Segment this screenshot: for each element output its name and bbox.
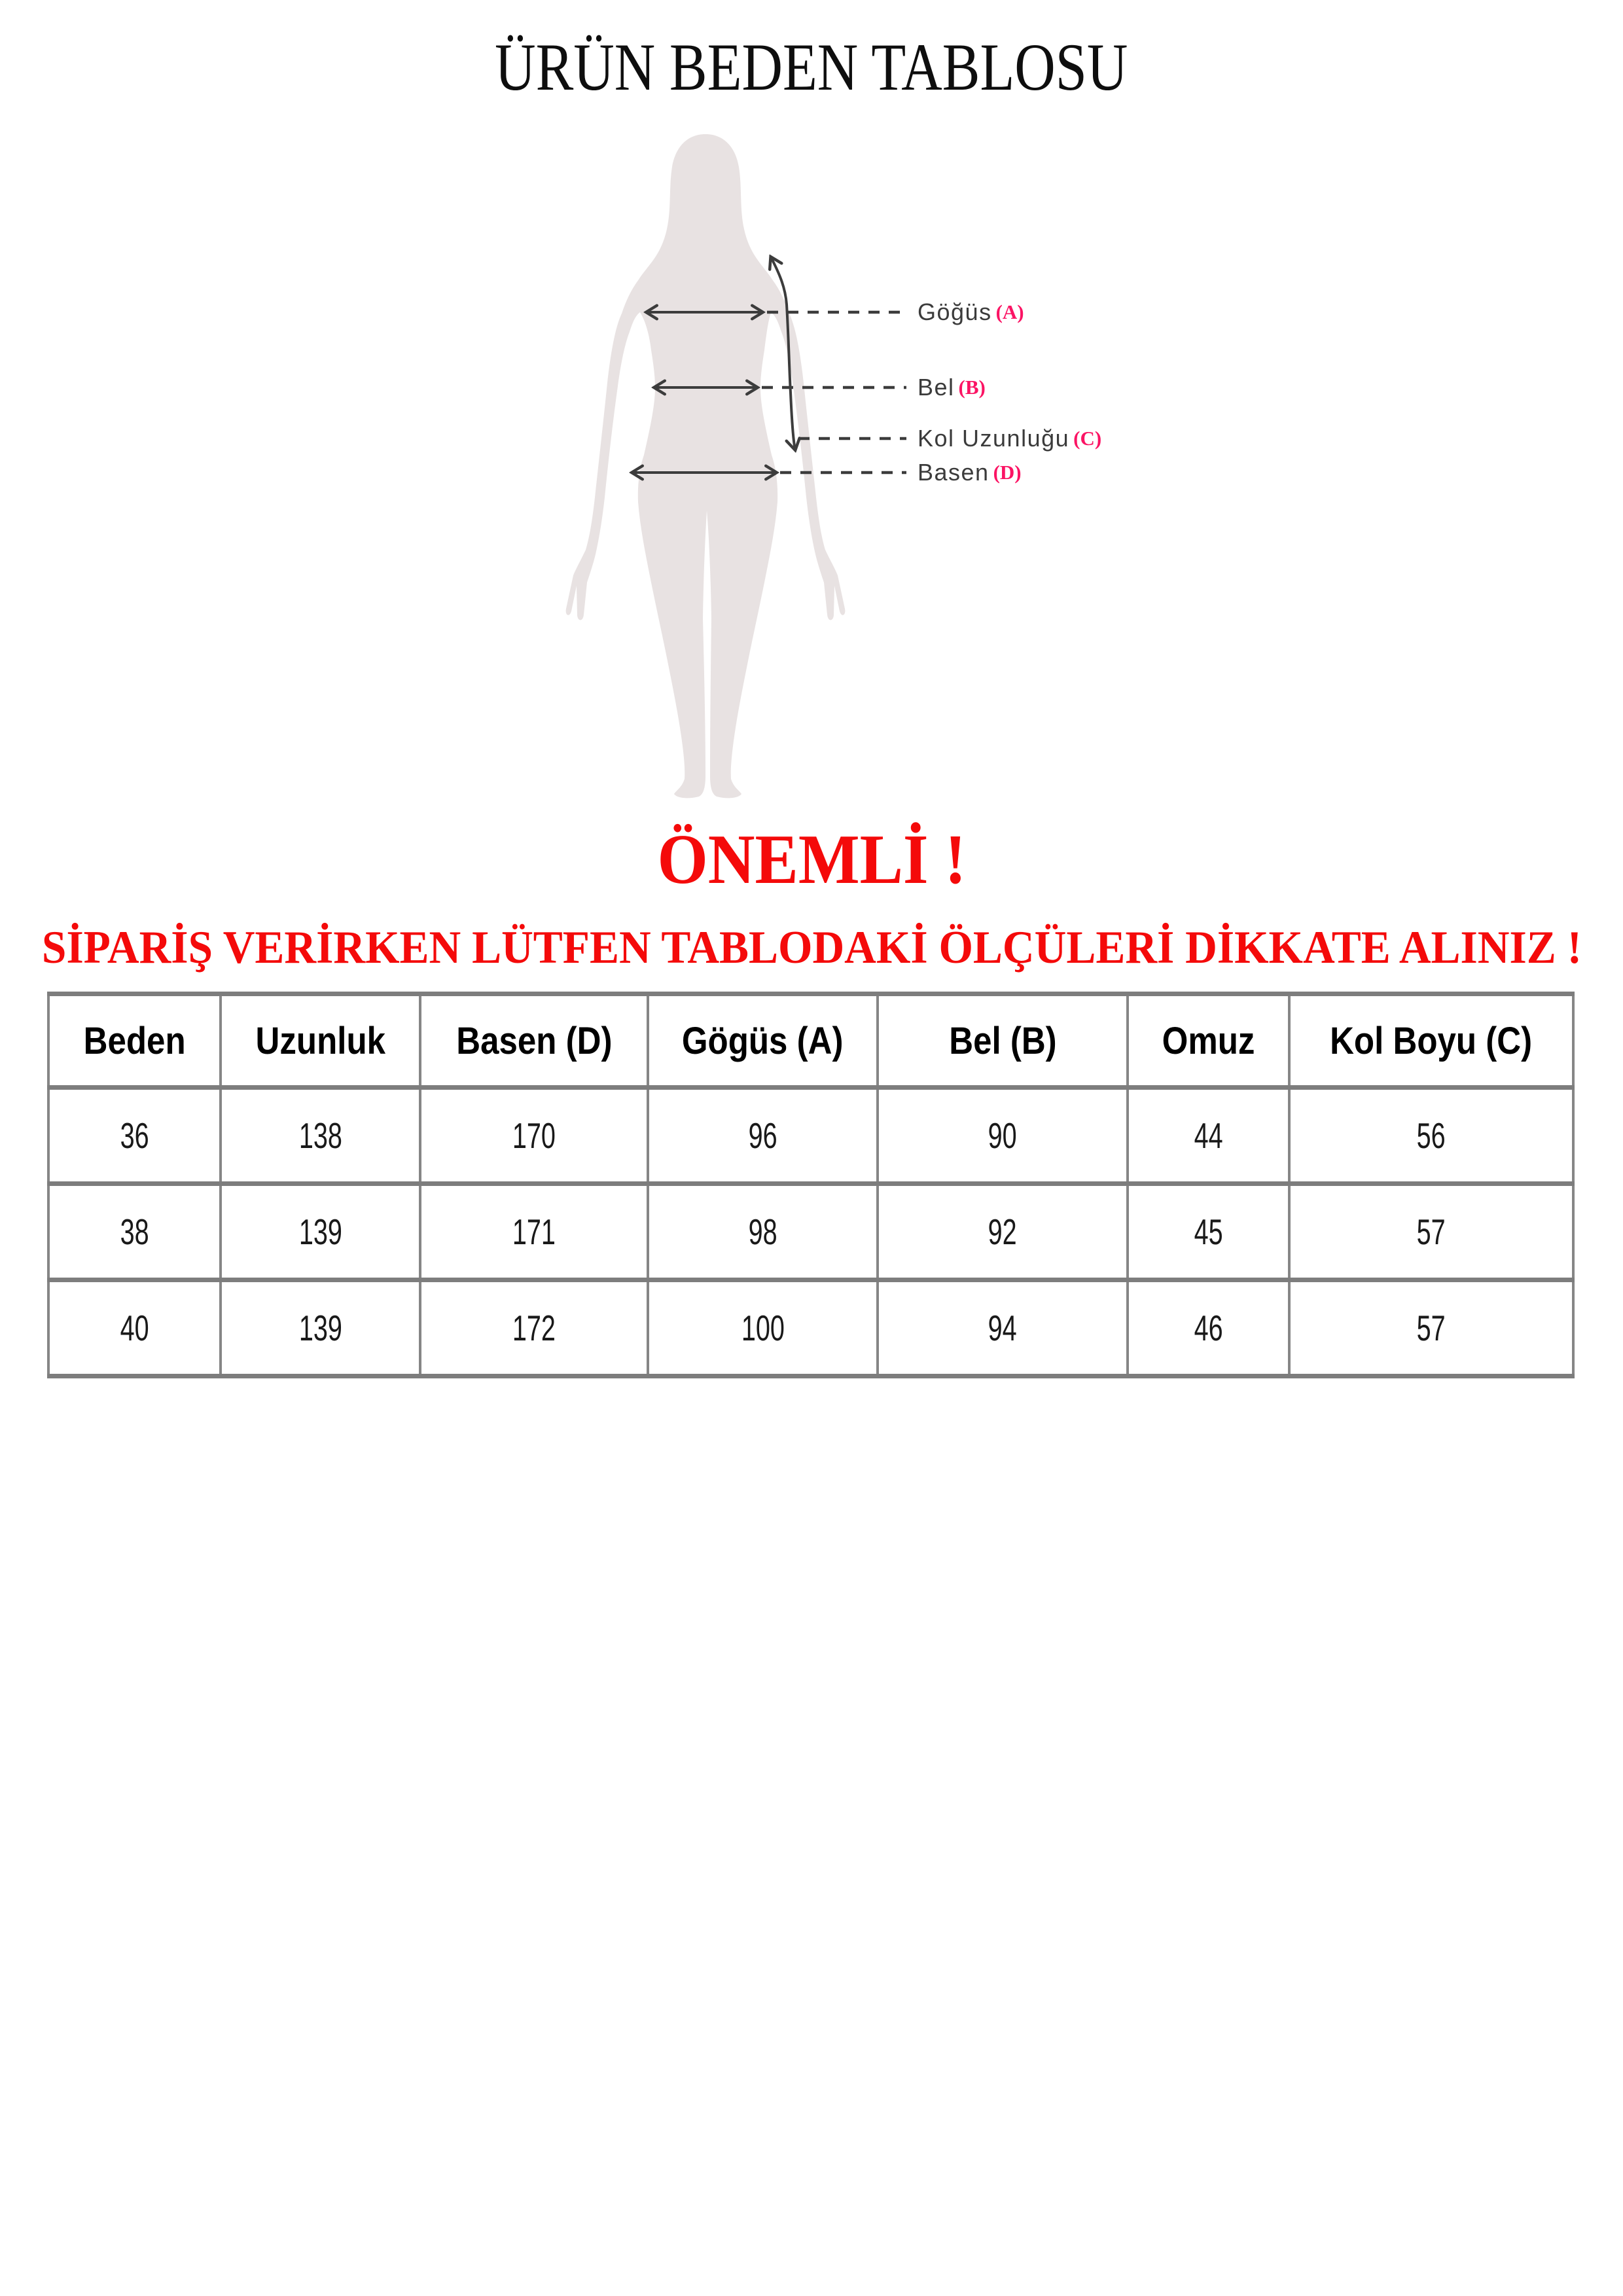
size-row-38	[48, 1184, 1573, 1280]
label-arm-length	[918, 425, 1101, 452]
col-header-kol-boyu: Kol Boyu (C)	[1289, 994, 1573, 1088]
size-cell: 139	[221, 1280, 420, 1376]
size-cell: 44	[1128, 1088, 1289, 1184]
important-subheading-text: SİPARİŞ VERİRKEN LÜTFEN TABLODAKİ ÖLÇÜLERİ DİKKATE ALINIZ !	[41, 922, 1582, 973]
size-cell: 57	[1289, 1184, 1573, 1280]
size-cell: 139	[221, 1184, 420, 1280]
size-cell: 138	[221, 1088, 420, 1184]
col-header-omuz: Omuz	[1128, 994, 1289, 1088]
label-hip	[918, 459, 1022, 486]
size-cell: 98	[648, 1184, 878, 1280]
size-cell: 94	[878, 1280, 1128, 1376]
size-cell: 46	[1128, 1280, 1289, 1376]
label-arm-length-text: Kol Uzunluğu	[918, 425, 1070, 452]
size-cell: 45	[1128, 1184, 1289, 1280]
col-header-basen: Basen (D)	[420, 994, 648, 1088]
label-arm-length-letter: (C)	[1073, 427, 1102, 450]
col-header-uzunluk: Uzunluk	[221, 994, 420, 1088]
size-cell: 171	[420, 1184, 648, 1280]
size-row-40	[48, 1280, 1573, 1376]
label-waist-text: Bel	[918, 374, 955, 401]
label-hip-text: Basen	[918, 459, 990, 486]
important-heading-text: ÖNEMLİ !	[657, 821, 966, 899]
size-cell: 172	[420, 1280, 648, 1376]
page-title-text: ÜRÜN BEDEN TABLOSU	[495, 30, 1128, 105]
size-cell: 100	[648, 1280, 878, 1376]
size-cell: 90	[878, 1088, 1128, 1184]
important-heading	[0, 819, 1623, 901]
size-cell: 36	[48, 1088, 221, 1184]
female-silhouette	[566, 134, 846, 798]
label-chest	[918, 298, 1024, 326]
page-title	[0, 29, 1623, 106]
size-row-36	[48, 1088, 1573, 1184]
size-table-header-row	[48, 994, 1573, 1088]
label-hip-letter: (D)	[993, 461, 1022, 484]
size-cell: 57	[1289, 1280, 1573, 1376]
size-cell: 92	[878, 1184, 1128, 1280]
size-cell: 56	[1289, 1088, 1573, 1184]
label-waist-letter: (B)	[958, 376, 986, 399]
size-table	[47, 992, 1575, 1378]
important-subheading	[0, 922, 1623, 975]
size-cell: 96	[648, 1088, 878, 1184]
col-header-gogus: Gögüs (A)	[648, 994, 878, 1088]
size-cell: 38	[48, 1184, 221, 1280]
label-chest-letter: (A)	[995, 300, 1024, 323]
col-header-beden: Beden	[48, 994, 221, 1088]
size-cell: 40	[48, 1280, 221, 1376]
label-chest-text: Göğüs	[918, 298, 992, 325]
label-waist	[918, 374, 986, 401]
col-header-bel: Bel (B)	[878, 994, 1128, 1088]
size-cell: 170	[420, 1088, 648, 1184]
